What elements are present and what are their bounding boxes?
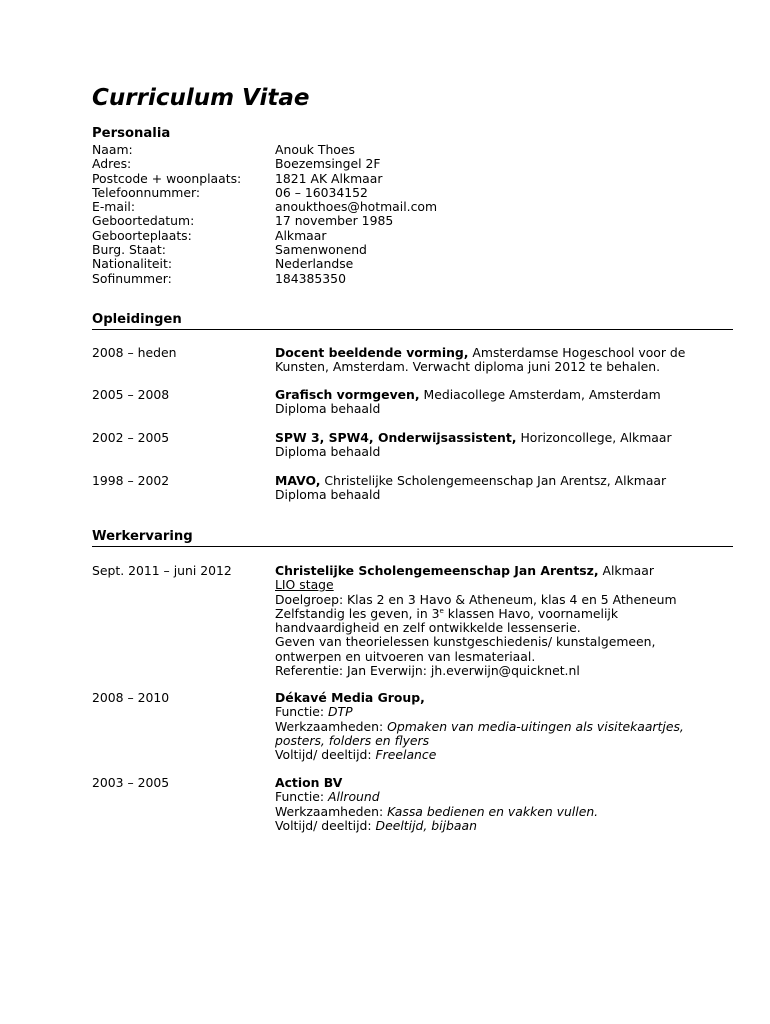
entry-title: Grafisch vormgeven,	[275, 387, 420, 402]
personalia-label: E-mail:	[92, 199, 136, 215]
entry-body	[275, 474, 733, 503]
entry-body	[275, 431, 733, 460]
personalia-row	[92, 243, 733, 257]
entry-date: 2008 – 2010	[92, 690, 170, 705]
entry-detail: Geven van theorielessen kunstgeschiedenis/ kunstalgemeen,	[275, 634, 656, 650]
entry-reference: Referentie: Jan Everwijn: jh.everwijn@quicknet.nl	[275, 663, 580, 679]
entry-role: LIO stage	[275, 577, 334, 593]
entry-detail: Diploma behaald	[275, 444, 381, 460]
entry-detail: Diploma behaald	[275, 401, 381, 417]
entry-title: Action BV	[275, 775, 343, 790]
entry-body	[275, 691, 733, 762]
personalia-email: anoukthoes@hotmail.com	[275, 199, 438, 215]
document-title: Curriculum Vitae	[92, 85, 310, 111]
entry-value: Allround	[328, 789, 380, 805]
personalia-table	[92, 143, 733, 286]
personalia-label: Nationaliteit:	[92, 256, 173, 272]
entry-body	[275, 564, 733, 678]
entry-detail: Christelijke Scholengemeenschap Jan Arentsz, Alkmaar	[320, 473, 667, 488]
entry-date: 2008 – heden	[92, 345, 177, 360]
entry-detail: Zelfstandig les geven, in 3	[275, 605, 440, 621]
entry-date: 1998 – 2002	[92, 473, 170, 488]
personalia-value: Samenwonend	[275, 242, 367, 258]
personalia-label: Burg. Staat:	[92, 242, 166, 258]
entry-value: Kassa bedienen en vakken vullen.	[387, 803, 599, 819]
entry-value: Opmaken van media-uitingen als visitekaartjes,	[387, 718, 684, 734]
personalia-value: Anouk Thoes	[275, 142, 355, 157]
personalia-value: Nederlandse	[275, 256, 354, 272]
personalia-label: Geboortedatum:	[92, 213, 195, 229]
entry-body	[275, 346, 733, 375]
entry-date: 2002 – 2005	[92, 430, 170, 445]
personalia-label: Telefoonnummer:	[92, 184, 201, 200]
entry-label: Werkzaamheden:	[275, 718, 388, 734]
personalia-row	[92, 186, 733, 200]
personalia-row	[92, 214, 733, 228]
entry-date: Sept. 2011 – juni 2012	[92, 563, 232, 578]
personalia-label: Adres:	[92, 156, 132, 172]
education-entry	[92, 346, 733, 375]
entry-label: Functie:	[275, 704, 329, 720]
personalia-value: 184385350	[275, 270, 346, 286]
entry-label: Voltijd/ deeltijd:	[275, 817, 376, 833]
entry-title: SPW 3, SPW4, Onderwijsassistent,	[275, 430, 517, 445]
entry-detail: Horizoncollege, Alkmaar	[516, 430, 672, 445]
entry-label: Functie:	[275, 789, 329, 805]
personalia-label: Naam:	[92, 142, 133, 157]
personalia-label: Sofinummer:	[92, 270, 172, 286]
entry-detail: handvaardigheid en zelf ontwikkelde lessenserie.	[275, 620, 581, 636]
personalia-row	[92, 143, 733, 157]
personalia-row	[92, 229, 733, 243]
entry-title: Christelijke Scholengemeenschap Jan Arentsz,	[275, 563, 599, 578]
entry-date: 2003 – 2005	[92, 775, 170, 790]
entry-detail: ontwerpen en uitvoeren van lesmateriaal.	[275, 648, 536, 664]
entry-detail: Diploma behaald	[275, 487, 381, 503]
personalia-row	[92, 172, 733, 186]
personalia-row	[92, 157, 733, 171]
entry-value: posters, folders en flyers	[275, 732, 430, 748]
entry-title: Docent beeldende vorming,	[275, 345, 469, 360]
entry-date: 2005 – 2008	[92, 387, 170, 402]
work-entry	[92, 776, 733, 833]
entry-place: Alkmaar	[598, 563, 654, 578]
entry-label: Werkzaamheden:	[275, 803, 388, 819]
superscript: e	[439, 606, 444, 615]
work-entry	[92, 691, 733, 762]
personalia-value: 06 – 16034152	[275, 184, 368, 200]
entry-detail: Mediacollege Amsterdam, Amsterdam	[419, 387, 661, 402]
education-entry	[92, 388, 733, 417]
entry-label: Voltijd/ deeltijd:	[275, 747, 376, 763]
personalia-label: Geboorteplaats:	[92, 227, 192, 243]
personalia-value: 1821 AK Alkmaar	[275, 170, 383, 186]
entry-title: MAVO,	[275, 473, 321, 488]
entry-detail: Kunsten, Amsterdam. Verwacht diploma juni 2012 te behalen.	[275, 359, 661, 375]
personalia-value: Alkmaar	[275, 227, 327, 243]
entry-title: Dékavé Media Group,	[275, 690, 425, 705]
section-heading-opleidingen: Opleidingen	[92, 313, 733, 330]
entry-detail: klassen Havo, voornamelijk	[443, 605, 619, 621]
personalia-label: Postcode + woonplaats:	[92, 170, 242, 186]
entry-value: Deeltijd, bijbaan	[375, 817, 477, 833]
personalia-row	[92, 272, 733, 286]
education-entry	[92, 474, 733, 503]
entry-detail: Doelgroep: Klas 2 en 3 Havo & Atheneum, klas 4 en 5 Atheneum	[275, 591, 677, 607]
education-entry	[92, 431, 733, 460]
entry-value: DTP	[328, 704, 353, 720]
personalia-row	[92, 257, 733, 271]
entry-value: Freelance	[375, 747, 437, 763]
personalia-row	[92, 200, 733, 214]
section-heading-werkervaring: Werkervaring	[92, 530, 733, 547]
personalia-value: Boezemsingel 2F	[275, 156, 381, 172]
entry-body	[275, 776, 733, 833]
work-entry	[92, 564, 733, 678]
entry-body	[275, 388, 733, 417]
personalia-value: 17 november 1985	[275, 213, 394, 229]
entry-detail: Amsterdamse Hogeschool voor de	[468, 345, 686, 360]
section-heading-personalia: Personalia	[92, 126, 171, 141]
